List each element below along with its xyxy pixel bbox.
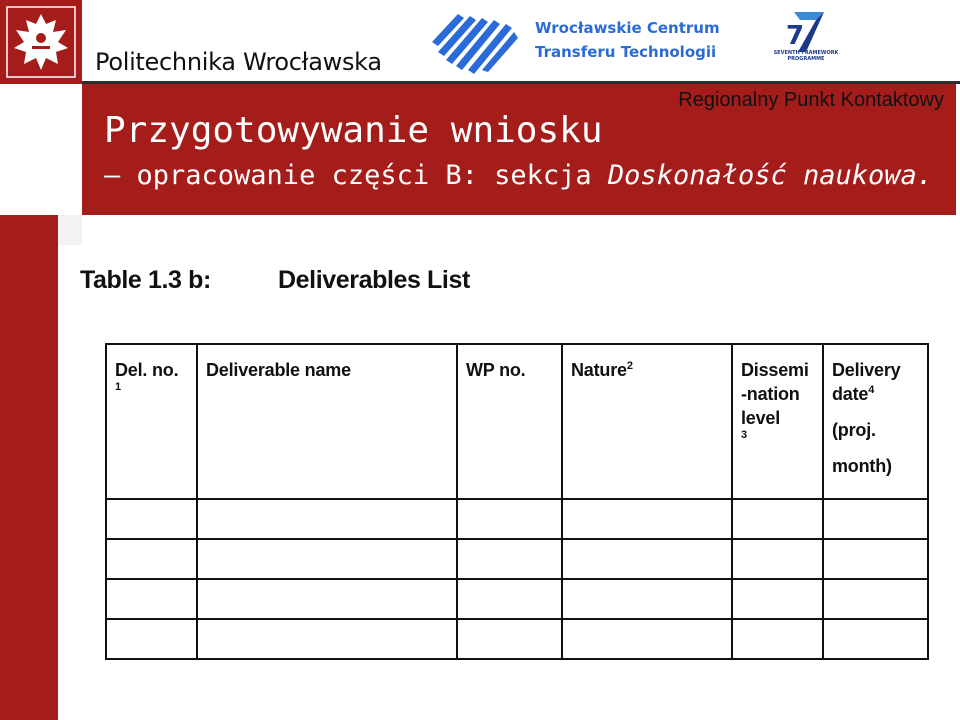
wctt-name-line2: Transferu Technologii	[535, 43, 717, 61]
col-delivery-line4: month)	[832, 456, 892, 476]
table-cell	[457, 619, 562, 659]
col-dissemination-line1: Dissemi	[741, 360, 809, 380]
table-cell	[562, 619, 732, 659]
table-cell	[106, 499, 197, 539]
col-del-no-note: 1	[115, 381, 121, 393]
table-cell	[823, 619, 928, 659]
table-cell	[106, 579, 197, 619]
col-delivery-line3: (proj.	[832, 420, 876, 440]
slide-title: Przygotowywanie wniosku	[104, 110, 603, 151]
table-cell	[823, 499, 928, 539]
col-nature-note: 2	[626, 360, 633, 372]
table-cell	[823, 539, 928, 579]
table-header-row	[106, 344, 928, 499]
wctt-name-line1: Wrocławskie Centrum	[535, 19, 720, 37]
table-cell	[197, 499, 457, 539]
table-cell	[732, 539, 823, 579]
col-wp-no: WP no.	[457, 344, 562, 499]
col-dissemination-line2: -nation	[741, 384, 800, 404]
table-cell	[106, 619, 197, 659]
table-cell	[732, 619, 823, 659]
table-cell	[732, 499, 823, 539]
left-accent-shadow	[58, 215, 82, 245]
rpk-label: Regionalny Punkt Kontaktowy	[678, 89, 944, 111]
fp7-label: SEVENTH FRAMEWORK PROGRAMME	[773, 50, 839, 62]
table-cell	[732, 579, 823, 619]
table-row	[106, 579, 928, 619]
title-band	[82, 84, 956, 215]
table-cell	[197, 619, 457, 659]
left-accent-bar	[0, 215, 58, 720]
col-deliverable-name: Deliverable name	[197, 344, 457, 499]
table-cell	[823, 579, 928, 619]
eagle-crest-icon	[6, 6, 76, 78]
table-cell	[562, 499, 732, 539]
table-row	[106, 499, 928, 539]
table-title: Deliverables List	[278, 266, 470, 294]
col-delivery-note: 4	[868, 384, 875, 396]
table-cell	[562, 539, 732, 579]
subtitle-italic: Doskonałość naukowa.	[607, 160, 934, 191]
table-cell	[457, 579, 562, 619]
col-dissemination-level	[732, 344, 823, 499]
col-delivery-line2: date	[832, 384, 869, 404]
university-name: Politechnika Wrocławska	[95, 48, 382, 76]
table-cell	[457, 539, 562, 579]
table-cell	[562, 579, 732, 619]
col-dissemination-note: 3	[741, 429, 747, 441]
table-caption: Table 1.3 b:	[80, 266, 211, 294]
slide-subtitle	[104, 160, 933, 191]
col-delivery-date	[823, 344, 928, 499]
col-dissemination-line3: level	[741, 408, 781, 428]
wctt-stripes-icon	[428, 8, 524, 76]
col-nature-label: Nature	[571, 360, 627, 380]
col-nature	[562, 344, 732, 499]
table-cell	[457, 499, 562, 539]
col-delivery-line1: Delivery	[832, 360, 901, 380]
deliverables-table	[105, 343, 929, 660]
subtitle-prefix: – opracowanie części B: sekcja	[104, 160, 608, 191]
university-logo	[0, 0, 82, 84]
col-del-no	[106, 344, 197, 499]
fp7-number: 7	[786, 21, 805, 51]
table-cell	[106, 539, 197, 579]
table-cell	[197, 579, 457, 619]
table-row	[106, 619, 928, 659]
table-cell	[197, 539, 457, 579]
table-row	[106, 539, 928, 579]
col-del-no-label: Del. no.	[115, 360, 179, 380]
